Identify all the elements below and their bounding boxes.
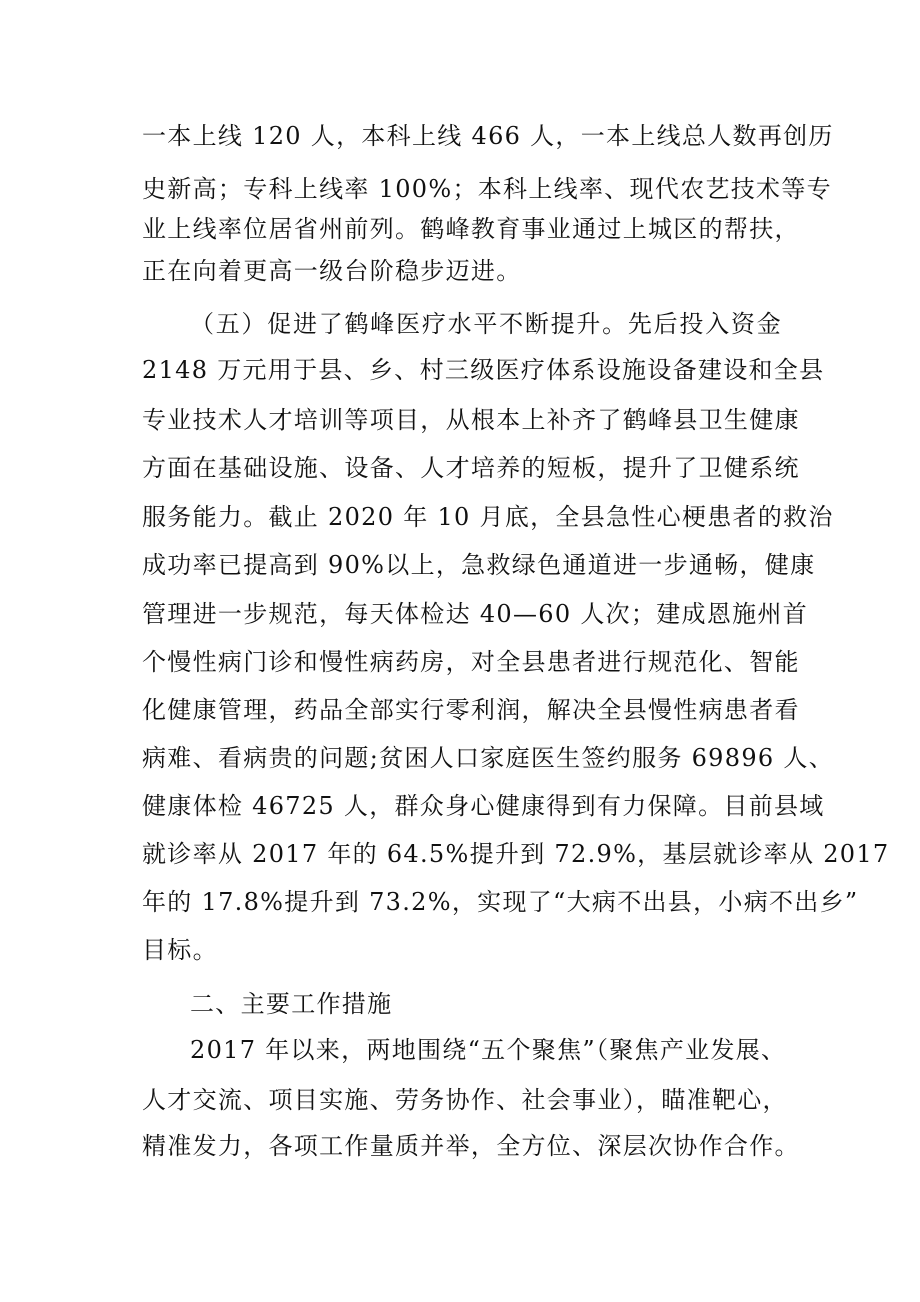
text-line: 目标。 (142, 936, 218, 964)
text-line: 专业技术人才培训等项目，从根本上补齐了鹤峰县卫生健康 (142, 406, 800, 434)
text-line: 精准发力，各项工作量质并举，全方位、深层次协作合作。 (142, 1132, 800, 1160)
text-line: 史新高；专科上线率 100%；本科上线率、现代农艺技术等专 (142, 175, 832, 203)
text-line: 人才交流、项目实施、劳务协作、社会事业），瞄准靶心， (142, 1086, 788, 1114)
text-line: 服务能力。截止 2020 年 10 月底，全县急性心梗患者的救治 (142, 503, 834, 531)
text-line: 正在向着更高一级台阶稳步迈进。 (142, 257, 522, 285)
text-line: 化健康管理，药品全部实行零利润，解决全县慢性病患者看 (142, 696, 800, 724)
section-title: 二、主要工作措施 (190, 990, 393, 1018)
text-line: 病难、看病贵的问题;贫困人口家庭医生签约服务 69896 人、 (142, 744, 834, 772)
text-line: 健康体检 46725 人，群众身心健康得到有力保障。目前县域 (142, 792, 825, 820)
text-line: 2148 万元用于县、乡、村三级医疗体系设施设备建设和全县 (142, 356, 825, 384)
text-line: 业上线率位居省州前列。鹤峰教育事业通过上城区的帮扶， (142, 215, 800, 243)
text-line: 个慢性病门诊和慢性病药房，对全县患者进行规范化、智能 (142, 648, 800, 676)
section-heading-line: （五）促进了鹤峰医疗水平不断提升。先后投入资金 (190, 310, 782, 338)
text-line: 就诊率从 2017 年的 64.5%提升到 72.9%，基层就诊率从 2017 (142, 840, 890, 868)
text-line: 一本上线 120 人，本科上线 466 人，一本上线总人数再创历 (142, 122, 834, 150)
text-line: 管理进一步规范，每天体检达 40—60 人次；建成恩施州首 (142, 600, 809, 628)
text-line: 2017 年以来，两地围绕“五个聚焦”（聚焦产业发展、 (190, 1036, 787, 1064)
text-line: 年的 17.8%提升到 73.2%，实现了“大病不出县，小病不出乡” (142, 888, 859, 916)
text-line: 方面在基础设施、设备、人才培养的短板，提升了卫健系统 (142, 454, 800, 482)
text-line: 成功率已提高到 90%以上，急救绿色通道进一步通畅，健康 (142, 551, 816, 579)
